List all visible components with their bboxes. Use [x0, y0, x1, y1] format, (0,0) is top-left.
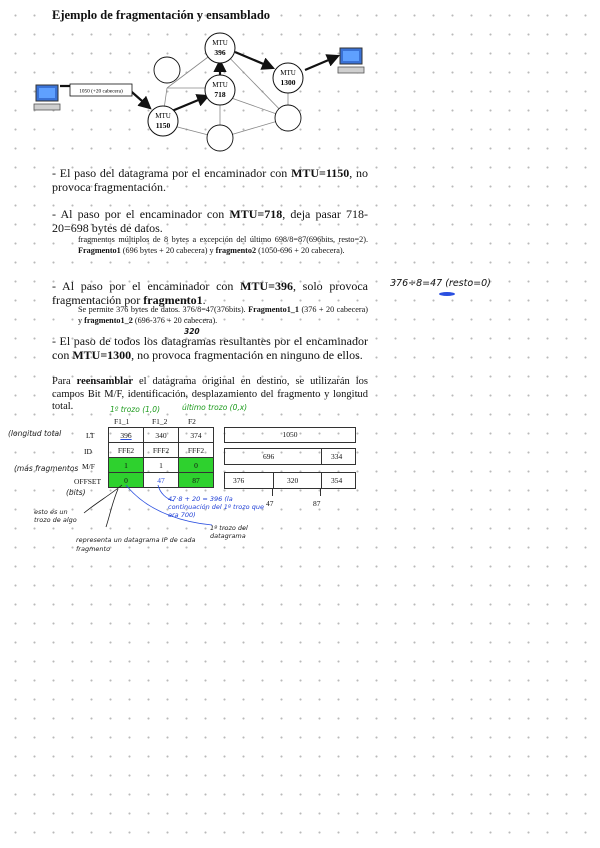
svg-text:1300: 1300 [280, 78, 296, 87]
svg-text:718: 718 [214, 90, 226, 99]
table-cell: FFF2 [144, 443, 179, 458]
note-first-piece: 1º trozo del datagrama [210, 524, 248, 540]
table-cell: 87 [179, 473, 214, 488]
svg-text:MTU: MTU [280, 69, 296, 77]
table-cell: 340 [144, 428, 179, 443]
path-arrow [235, 52, 273, 68]
paragraph-reassembly: Para reensamblar el datagrama original en destino, se utilizarán los campos Bit M/F, identificación, desplazamiento del fragmento y longitud total. [52, 376, 368, 412]
handwritten-total-length: (longitud total [8, 429, 62, 438]
table-cell: 374 [179, 428, 214, 443]
bar-value: 334 [331, 452, 343, 461]
bar-value: 320 [287, 476, 299, 485]
handwritten-320: 320 [184, 327, 200, 336]
note-mtu-718: fragmentos múltiplos de 8 bytes a excepción del último 698/8=87(696bits, resto=2). Fragmento1 (696 bytes + 20 cabecera) y fragmento2 (1050-696 + 20 cabecera). [78, 235, 368, 255]
svg-text:396: 396 [214, 48, 226, 57]
note-offset-calc: 47·8 + 20 = 396 (la continuación del 1º trozo que era 700) [168, 495, 264, 519]
tick-87-line [320, 488, 321, 496]
path-arrow [305, 56, 338, 70]
handwritten-more-fragments: (más fragmentos [14, 464, 79, 473]
page-title: Ejemplo de fragmentación y ensamblado [52, 8, 271, 22]
bar-value: 354 [331, 476, 343, 485]
svg-text:MTU: MTU [212, 81, 228, 89]
svg-text:MTU: MTU [212, 39, 228, 47]
note-first-fragment: 1º trozo (1,0) [110, 405, 160, 414]
table-row [109, 428, 214, 443]
router-718 [205, 75, 235, 105]
router-node [207, 125, 233, 151]
row-label-id: ID [84, 447, 92, 456]
router-396 [205, 33, 235, 63]
router-node [275, 105, 301, 131]
table-cell: 47 [144, 473, 179, 488]
col-header: F1_1 [114, 417, 130, 426]
table-cell: 0 [109, 473, 144, 488]
bar-original [224, 427, 356, 443]
note-piece-of-something: esto es un trozo de algo [34, 508, 77, 524]
bar-split-718 [224, 448, 356, 465]
blue-underline [437, 291, 457, 297]
bar-value: 696 [263, 452, 275, 461]
handwritten-bits: (bits) [66, 488, 86, 497]
packet-label: 1050 (+20 cabecera) [79, 88, 123, 95]
paragraph-mtu-1150: - El paso del datagrama por el encaminador con MTU=1150, no provoca fragmentación. [52, 166, 368, 194]
router-1150 [148, 106, 178, 136]
table-row [109, 443, 214, 458]
router-1300 [273, 63, 303, 93]
col-header: F1_2 [152, 417, 168, 426]
table-row [109, 458, 214, 473]
table-cell: 0 [179, 458, 214, 473]
destination-computer-icon [338, 48, 364, 73]
row-label-lt: LT [86, 431, 95, 440]
note-last-fragment: último trozo (0,x) [182, 403, 248, 412]
tick-label: 87 [313, 499, 321, 508]
source-computer-icon [34, 85, 60, 110]
router-node [154, 57, 180, 83]
note-represents-datagram: representa un datagrama IP de cada fragmento [76, 536, 196, 553]
network-diagram [30, 28, 380, 158]
paragraph-mtu-718: - Al paso por el encaminador con MTU=718, deja pasar 718-20=698 bytes de datos. [52, 207, 368, 235]
table-cell: 1 [109, 458, 144, 473]
svg-text:MTU: MTU [155, 112, 171, 120]
table-cell: FFF2 [179, 443, 214, 458]
handwritten-margin-calc: 376÷8=47 (resto=0) [390, 278, 491, 289]
row-label-offset: OFFSET [74, 477, 102, 486]
table-cell: 396 [109, 428, 144, 443]
col-header: F2 [188, 417, 196, 426]
svg-text:1150: 1150 [155, 121, 171, 130]
table-cell: 1 [144, 458, 179, 473]
tick-label: 47 [266, 499, 274, 508]
table-cell: FFF2 [109, 443, 144, 458]
row-label-mf: M/F [82, 462, 95, 471]
bar-value: 1050 [282, 430, 298, 439]
note-mtu-396: Se permite 376 bytes de datos. 376/8=47(376bits). Fragmento1_1 (376 + 20 cabecera) y fragmento1_2 (696-376 + 20 cabecera). [78, 305, 368, 325]
paragraph-mtu-1300: - El paso de todos los datagramas resultantes por el encaminador con MTU=1300, no provoca fragmentación en ninguno de ellos. [52, 334, 368, 362]
paragraph-mtu-396: - Al paso por el encaminador con MTU=396, solo provoca fragmentación por fragmento1. [52, 279, 369, 307]
bar-value: 376 [233, 476, 245, 485]
